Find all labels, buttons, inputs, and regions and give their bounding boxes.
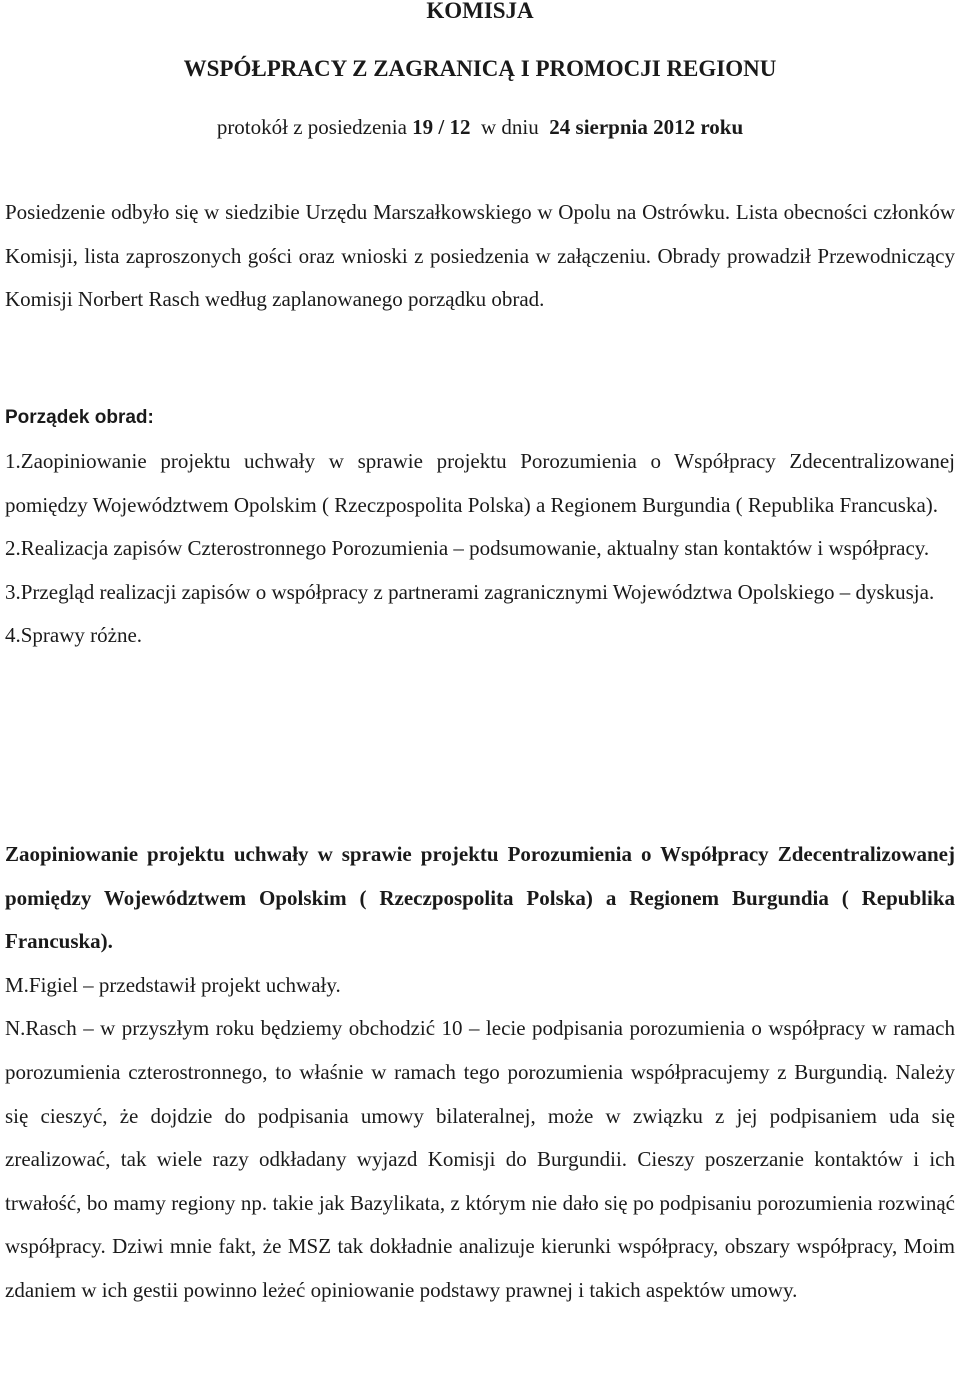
committee-name: WSPÓŁPRACY Z ZAGRANICĄ I PROMOCJI REGIONU: [183, 56, 777, 81]
agenda-item: 3.Przegląd realizacji zapisów o współpracy z partnerami zagranicznymi Województwa Opolskiego – dyskusja.: [5, 579, 935, 604]
section-heading: Zaopiniowanie projektu uchwały w sprawie projektu Porozumienia o Współpracy Zdecentralizowanej pomiędzy Województwem Opolskim ( Rzeczpospolita Polska) a Regionem Burgundia ( Republika Francuska).: [5, 842, 955, 954]
meeting-number: 19 / 12: [412, 115, 471, 139]
subtitle-middle: w dniu: [470, 115, 550, 139]
agenda-item: 4.Sprawy różne.: [5, 623, 143, 648]
subtitle-prefix: protokół z posiedzenia: [216, 115, 413, 139]
agenda-item: 2.Realizacja zapisów Czterostronnego Porozumienia – podsumowanie, aktualny stan kontaktów i współpracy.: [5, 536, 930, 561]
meeting-subtitle: [0, 111, 960, 143]
section-paragraph: N.Rasch – w przyszłym roku będziemy obchodzić 10 – lecie podpisania porozumienia o współpracy w ramach porozumienia czterostronnego, to właśnie w ramach tego porozumienia współpracujemy z Burgundią. Należy się cieszyć, że dojdzie do podpisania umowy bilateralnej, może w związku z jej podpisaniem uda się zrealizować, tak wiele razy odkładany wyjazd Komisji do Burgundii. Cieszy poszerzanie kontaktów i ich trwałość, bo mamy regiony np. takie jak Bazylikata, z którym nie dało się po podpisaniu porozumienia rozwinąć współpracy. Dziwi mnie fakt, że MSZ tak dokładnie analizuje kierunki współpracy, obszary współpracy, Moim zdaniem w ich gestii powinno leżeć opiniowanie podstawy prawnej i takich aspektów umowy.: [5, 1016, 955, 1302]
intro-paragraph: Posiedzenie odbyło się w siedzibie Urzędu Marszałkowskiego w Opolu na Ostrówku. Lista obecności członków Komisji, lista zaproszonych gości oraz wnioski z posiedzenia w załączeniu. Obrady prowadził Przewodniczący Komisji Norbert Rasch według zaplanowanego porządku obrad.: [5, 200, 955, 312]
document-title: KOMISJA: [426, 0, 534, 23]
agenda-item: 1.Zaopiniowanie projektu uchwały w sprawie projektu Porozumienia o Współpracy Zdecentralizowanej pomiędzy Województwem Opolskim ( Rzeczpospolita Polska) a Regionem Burgundia ( Republika Francuska).: [5, 449, 955, 517]
agenda-list: [5, 440, 955, 658]
section-1: [5, 833, 955, 1313]
meeting-date: 24 sierpnia 2012 roku: [549, 115, 744, 139]
agenda-heading: Porządek obrad:: [5, 407, 154, 428]
section-paragraph: M.Figiel – przedstawił projekt uchwały.: [5, 972, 341, 997]
